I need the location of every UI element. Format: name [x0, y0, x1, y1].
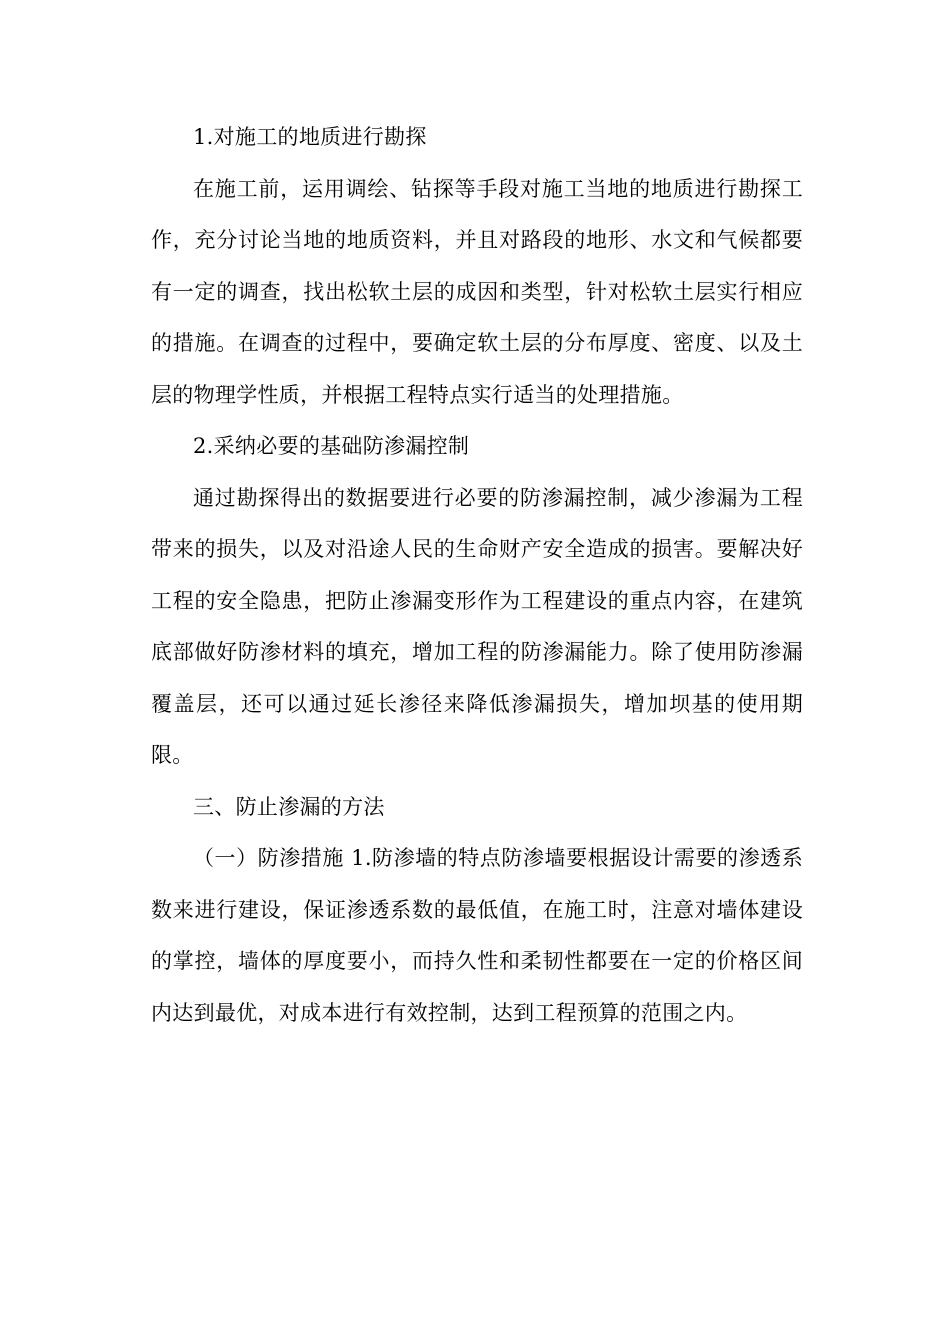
paragraph-seepage-control: 通过勘探得出的数据要进行必要的防渗漏控制，减少渗漏为工程带来的损失，以及对沿途人民的生命财产安全造成的损害。要解决好工程的安全隐患，把防止渗漏变形作为工程建设的重点内容，在建筑底部做好防渗材料的填充，增加工程的防渗漏能力。除了使用防渗漏覆盖层，还可以通过延长渗径来降低渗漏损失，增加坝基的使用期限。 — [151, 485, 803, 767]
heading-seepage-control: 2.采纳必要的基础防渗漏控制 — [193, 434, 470, 458]
heading-seepage-prevention-methods: 三、防止渗漏的方法 — [193, 794, 385, 819]
document-body — [151, 112, 803, 1039]
paragraph-cutoff-wall: （一）防渗措施 1.防渗墙的特点防渗墙要根据设计需要的渗透系数来进行建设，保证渗透系数的最低值，在施工时，注意对墙体建设的掌控，墙体的厚度要小，而持久性和柔韧性都要在一定的价格区间内达到最优，对成本进行有效控制，达到工程预算的范围之内。 — [151, 846, 803, 1025]
heading-geological-survey: 1.对施工的地质进行勘探 — [193, 125, 427, 149]
paragraph-geological-survey: 在施工前，运用调绘、钻探等手段对施工当地的地质进行勘探工作，充分讨论当地的地质资料，并且对路段的地形、水文和气候都要有一定的调查，找出松软土层的成因和类型，针对松软土层实行相应的措施。在调查的过程中，要确定软土层的分布厚度、密度、以及土层的物理学性质，并根据工程特点实行适当的处理措施。 — [151, 176, 803, 407]
